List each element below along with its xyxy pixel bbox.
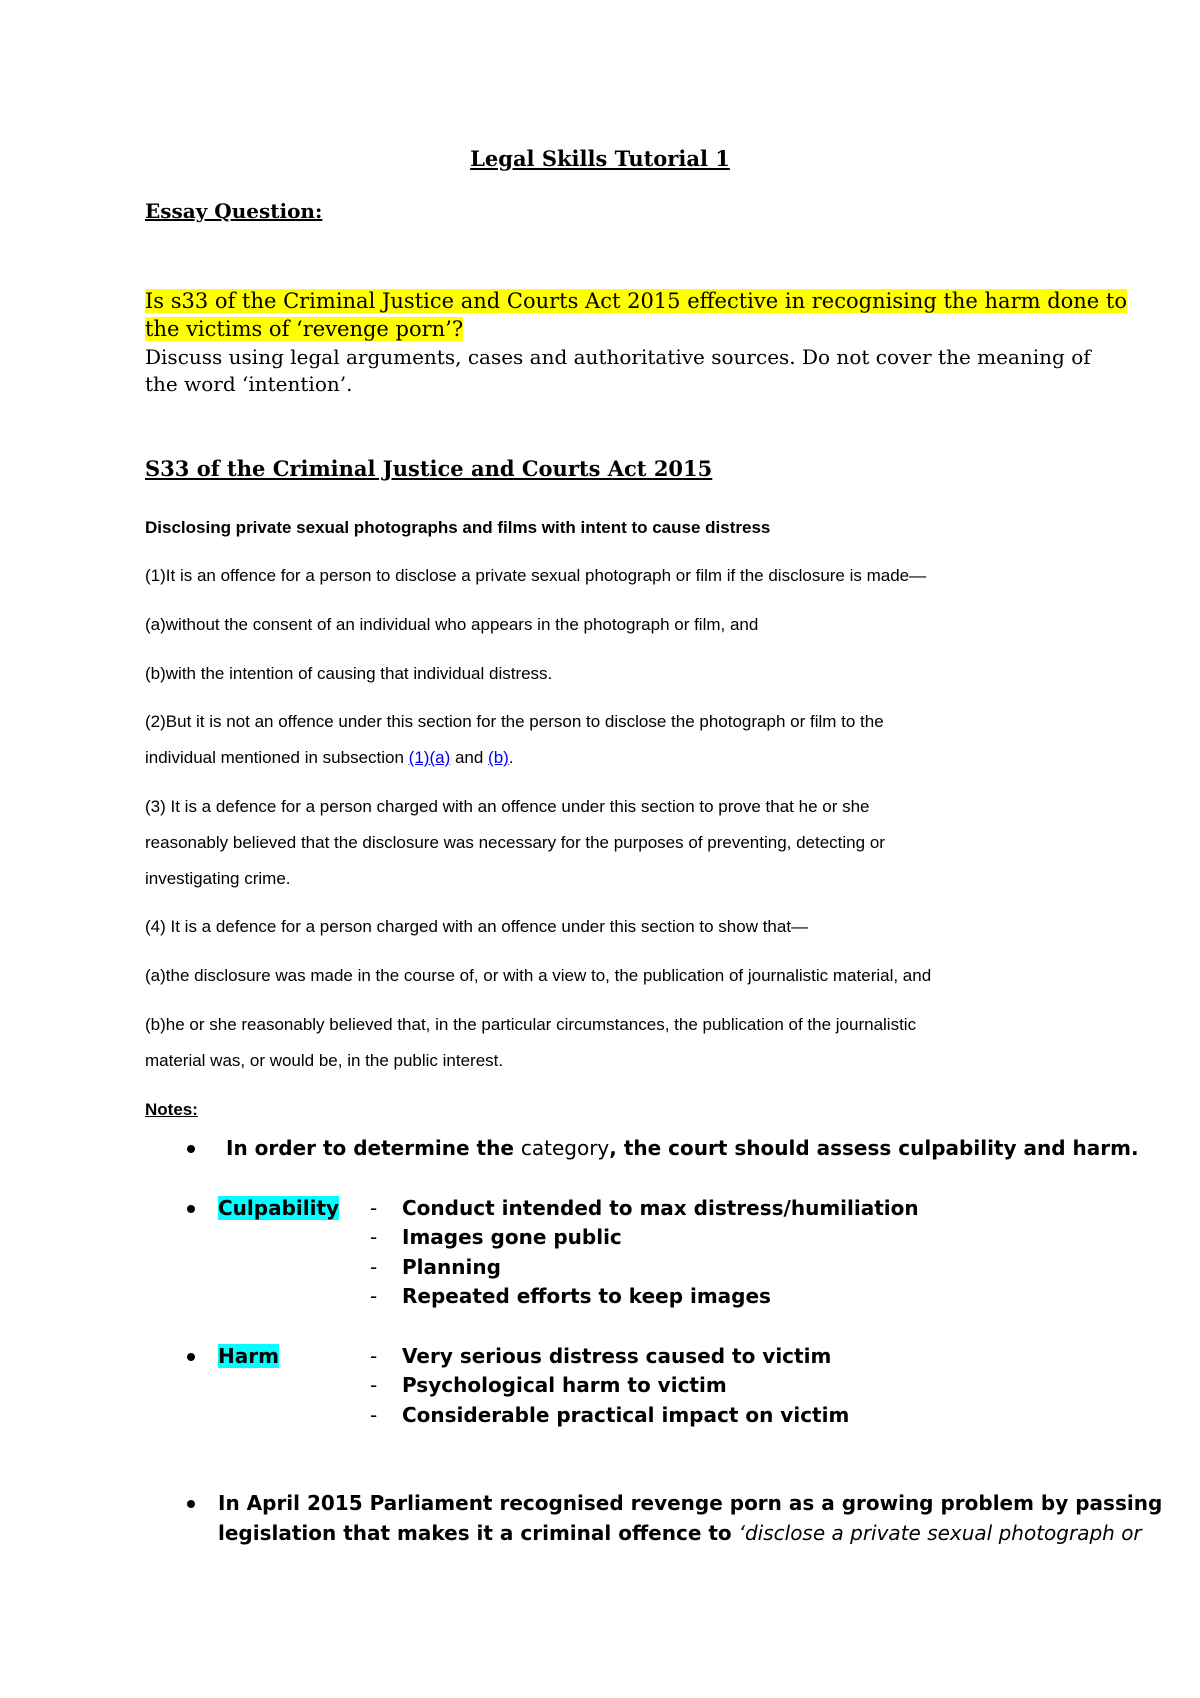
discussion-instruction-line-1: Discuss using legal arguments, cases and authoritative sources. Do not cover the meaning of bbox=[145, 345, 1091, 369]
culpability-item: Repeated efforts to keep images bbox=[402, 1284, 771, 1308]
statute-subsection-4a: (a)the disclosure was made in the course of, or with a view to, the publication of journalistic material, and bbox=[145, 966, 932, 985]
culpability-label: Culpability bbox=[218, 1196, 340, 1220]
dash-marker: - bbox=[370, 1255, 378, 1279]
statute-subsection-3-line-2: reasonably believed that the disclosure was necessary for the purposes of preventing, detecting or bbox=[145, 833, 885, 852]
dash-marker: - bbox=[370, 1284, 378, 1308]
section-heading: S33 of the Criminal Justice and Courts Act 2015 bbox=[145, 456, 713, 481]
harm-item: Very serious distress caused to victim bbox=[402, 1344, 832, 1368]
dash-marker: - bbox=[370, 1196, 378, 1220]
dash-marker: - bbox=[370, 1225, 378, 1249]
dash-marker: - bbox=[370, 1344, 378, 1368]
culpability-item: Conduct intended to max distress/humiliation bbox=[402, 1196, 919, 1220]
section-subheading: Disclosing private sexual photographs and films with intent to cause distress bbox=[145, 518, 771, 537]
bullet-icon bbox=[187, 1145, 195, 1153]
bullet-icon bbox=[187, 1205, 195, 1213]
dash-marker: - bbox=[370, 1403, 378, 1427]
culpability-item: Images gone public bbox=[402, 1225, 622, 1249]
harm-item: Considerable practical impact on victim bbox=[402, 1403, 850, 1427]
subsection-1a-link[interactable]: (1)(a) bbox=[408, 748, 451, 767]
dash-marker: - bbox=[370, 1373, 378, 1397]
question-line-2: the victims of ‘revenge porn’? bbox=[145, 317, 464, 341]
statute-subsection-4: (4) It is a defence for a person charged with an offence under this section to show that— bbox=[145, 917, 809, 936]
note-bullet-category: In order to determine the category, the court should assess culpability and harm. bbox=[226, 1136, 1139, 1160]
subsection-1b-link[interactable]: (b) bbox=[488, 748, 509, 767]
statute-subsection-1: (1)It is an offence for a person to disclose a private sexual photograph or film if the disclosure is made— bbox=[145, 566, 927, 585]
harm-label: Harm bbox=[218, 1344, 279, 1368]
bullet-icon bbox=[187, 1353, 195, 1361]
statute-subsection-3-line-1: (3) It is a defence for a person charged with an offence under this section to prove that he or she bbox=[145, 797, 870, 816]
culpability-item: Planning bbox=[402, 1255, 501, 1279]
notes-label: Notes: bbox=[145, 1100, 198, 1119]
statute-subsection-2-line-2: individual mentioned in subsection (1)(a) and (b). bbox=[145, 748, 514, 767]
harm-item: Psychological harm to victim bbox=[402, 1373, 727, 1397]
essay-question-label: Essay Question: bbox=[145, 199, 323, 223]
statute-subsection-4b-line-2: material was, or would be, in the public interest. bbox=[145, 1051, 504, 1070]
document-title: Legal Skills Tutorial 1 bbox=[470, 146, 730, 171]
note-bullet-legislation-line-2: legislation that makes it a criminal offence to ‘disclose a private sexual photograph or bbox=[218, 1521, 1142, 1545]
note-bullet-legislation-line-1: In April 2015 Parliament recognised revenge porn as a growing problem by passing bbox=[218, 1491, 1163, 1515]
bullet-icon bbox=[187, 1500, 195, 1508]
statute-subsection-1a: (a)without the consent of an individual who appears in the photograph or film, and bbox=[145, 615, 759, 634]
statute-subsection-4b-line-1: (b)he or she reasonably believed that, in the particular circumstances, the publication of the journalistic bbox=[145, 1015, 917, 1034]
statute-subsection-2-line-1: (2)But it is not an offence under this section for the person to disclose the photograph or film to the bbox=[145, 712, 884, 731]
question-line-1: Is s33 of the Criminal Justice and Courts Act 2015 effective in recognising the harm done to bbox=[145, 289, 1127, 313]
statute-subsection-1b: (b)with the intention of causing that individual distress. bbox=[145, 664, 553, 683]
discussion-instruction-line-2: the word ‘intention’. bbox=[145, 372, 353, 396]
statute-subsection-3-line-3: investigating crime. bbox=[145, 869, 291, 888]
